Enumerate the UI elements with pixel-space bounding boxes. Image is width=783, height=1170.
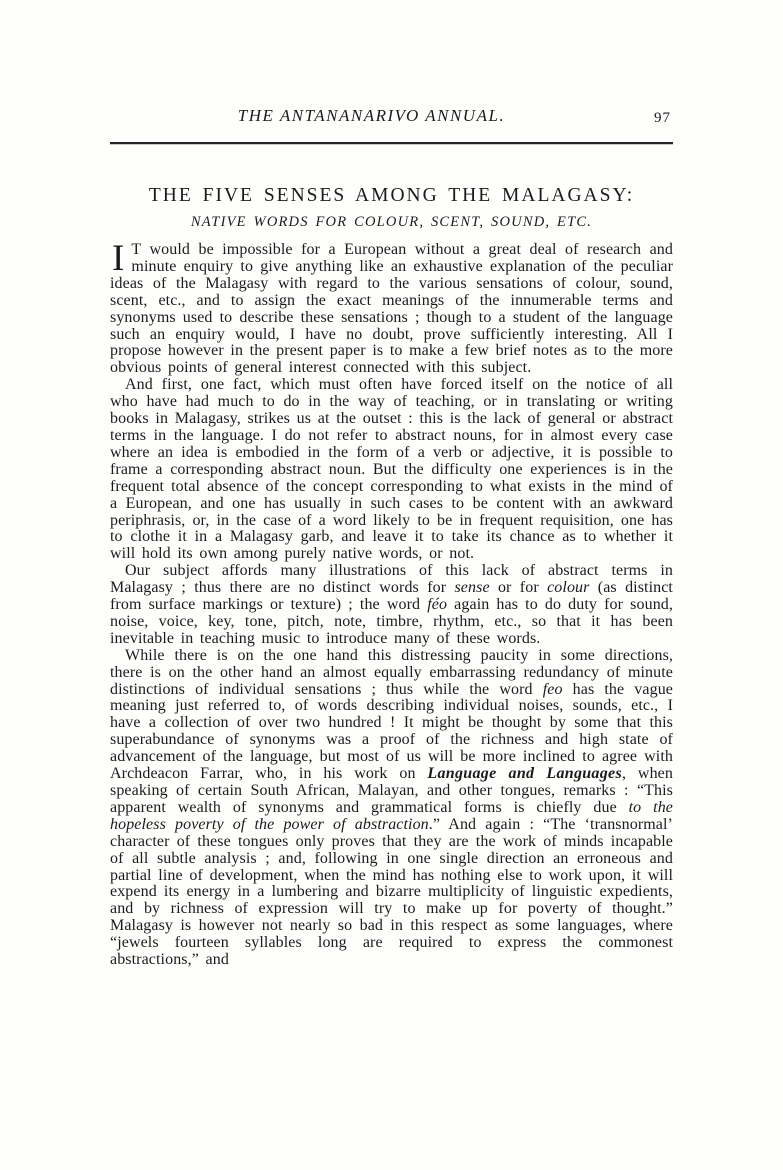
text-run: or for <box>489 579 548 597</box>
text-run: again has to do duty for sound, noise, voice, key, tone, pitch, note, timbre, rhythm, etc., so that it has been inevitable in teaching music to introduce many of these words. <box>110 596 673 647</box>
emphasized-text-run: to the hopeless poverty of the power of abstraction <box>110 798 673 833</box>
paragraph <box>110 238 673 377</box>
article-subtitle: NATIVE WORDS FOR COLOUR, SCENT, SOUND, ETC. <box>190 214 593 230</box>
journal-title: THE ANTANANARIVO ANNUAL. <box>237 106 506 125</box>
text-column <box>110 0 673 969</box>
paragraph <box>110 648 673 969</box>
emphasized-text-run: colour <box>547 579 590 597</box>
drop-cap: I <box>112 238 125 279</box>
article-title: THE FIVE SENSES AMONG THE MALAGASY: <box>148 185 635 206</box>
running-header <box>110 106 673 130</box>
emphasized-text-run: feo <box>542 680 563 698</box>
text-run: While there is on the one hand this distressing paucity in some directions, there is on the other hand an almost equally embarrassing redundancy of minute distinctions of individual sensations ; thus while the word <box>110 646 673 698</box>
text-run: has the vague meaning just referred to, of words describing individual noises, sounds, etc., I have a collection of over two hundred ! It might be thought by some that this superabundance of synonyms was a proof of the richness and high state of advancement of the language, but most of us will be more inclined to agree with Archdeacon Farrar, who, in his work on <box>110 680 674 783</box>
article-body <box>110 238 674 969</box>
emphasized-text-run: Language and Languages <box>427 765 622 783</box>
text-run: Our subject affords many illustrations of this lack of abstract terms in Malagasy ; thus there are no distinct words for <box>110 562 673 597</box>
text-run: .” And again : “The ‘transnormal’ character of these tongues only proves that they are the work of minds incapable of all subtle analysis ; and, following in one single direction an erroneous and partial line of development, when the mind has nothing else to work upon, it will expend its energy in a lumbering and bizarre multiplicity of linguistic expedients, and by richness of expression will try to make up for poverty of thought.” Malagasy is however not nearly so bad in this respect as some languages, where “jewels fourteen syllables long are required to express the commonest abstractions,” and <box>110 815 673 969</box>
text-run: , when speaking of certain South African, Malayan, and other tongues, remarks : “This apparent wealth of synonyms and grammatical forms is chiefly due <box>110 765 673 816</box>
text-run: T would be impossible for a European without a great deal of research and minute enquiry to give anything like an exhaustive explanation of the peculiar ideas of the Malagasy with regard to the various sensations of colour, sound, scent, etc., and to assign the exact meanings of the innumerable terms and synonyms used to describe these sensations ; though to a student of the language such an enquiry would, I have no doubt, prove sufficiently interesting. All I propose however in the present paper is to make a few brief notes as to the more obvious points of general interest connected with this subject. <box>110 241 673 377</box>
paragraph <box>110 563 673 648</box>
paragraph <box>110 377 673 563</box>
emphasized-text-run: féo <box>427 596 448 614</box>
page-number: 97 <box>654 110 671 126</box>
emphasized-text-run: sense <box>454 579 490 597</box>
text-run: And first, one fact, which must often have forced itself on the notice of all who have had much to do in the way of teaching, or in translating or writing books in Malagasy, strikes us at the outset : this is the lack of general or abstract terms in the language. I do not refer to abstract nouns, for in almost every case where an idea is embodied in the form of a verb or adjective, it is possible to frame a corresponding abstract noun. But the difficulty one experiences is in the frequent total absence of the concept corresponding to what exists in the mind of a European, and one has usually in such cases to be content with an awkward periphrasis, or, in the case of a word likely to be in frequent requisition, one has to clothe it in a Malagasy garb, and leave it to take its chance as to whether it will hold its own among purely native words, or not. <box>110 376 673 563</box>
header-rule <box>110 142 673 144</box>
text-run: (as distinct from surface markings or texture) ; the word <box>110 579 673 614</box>
